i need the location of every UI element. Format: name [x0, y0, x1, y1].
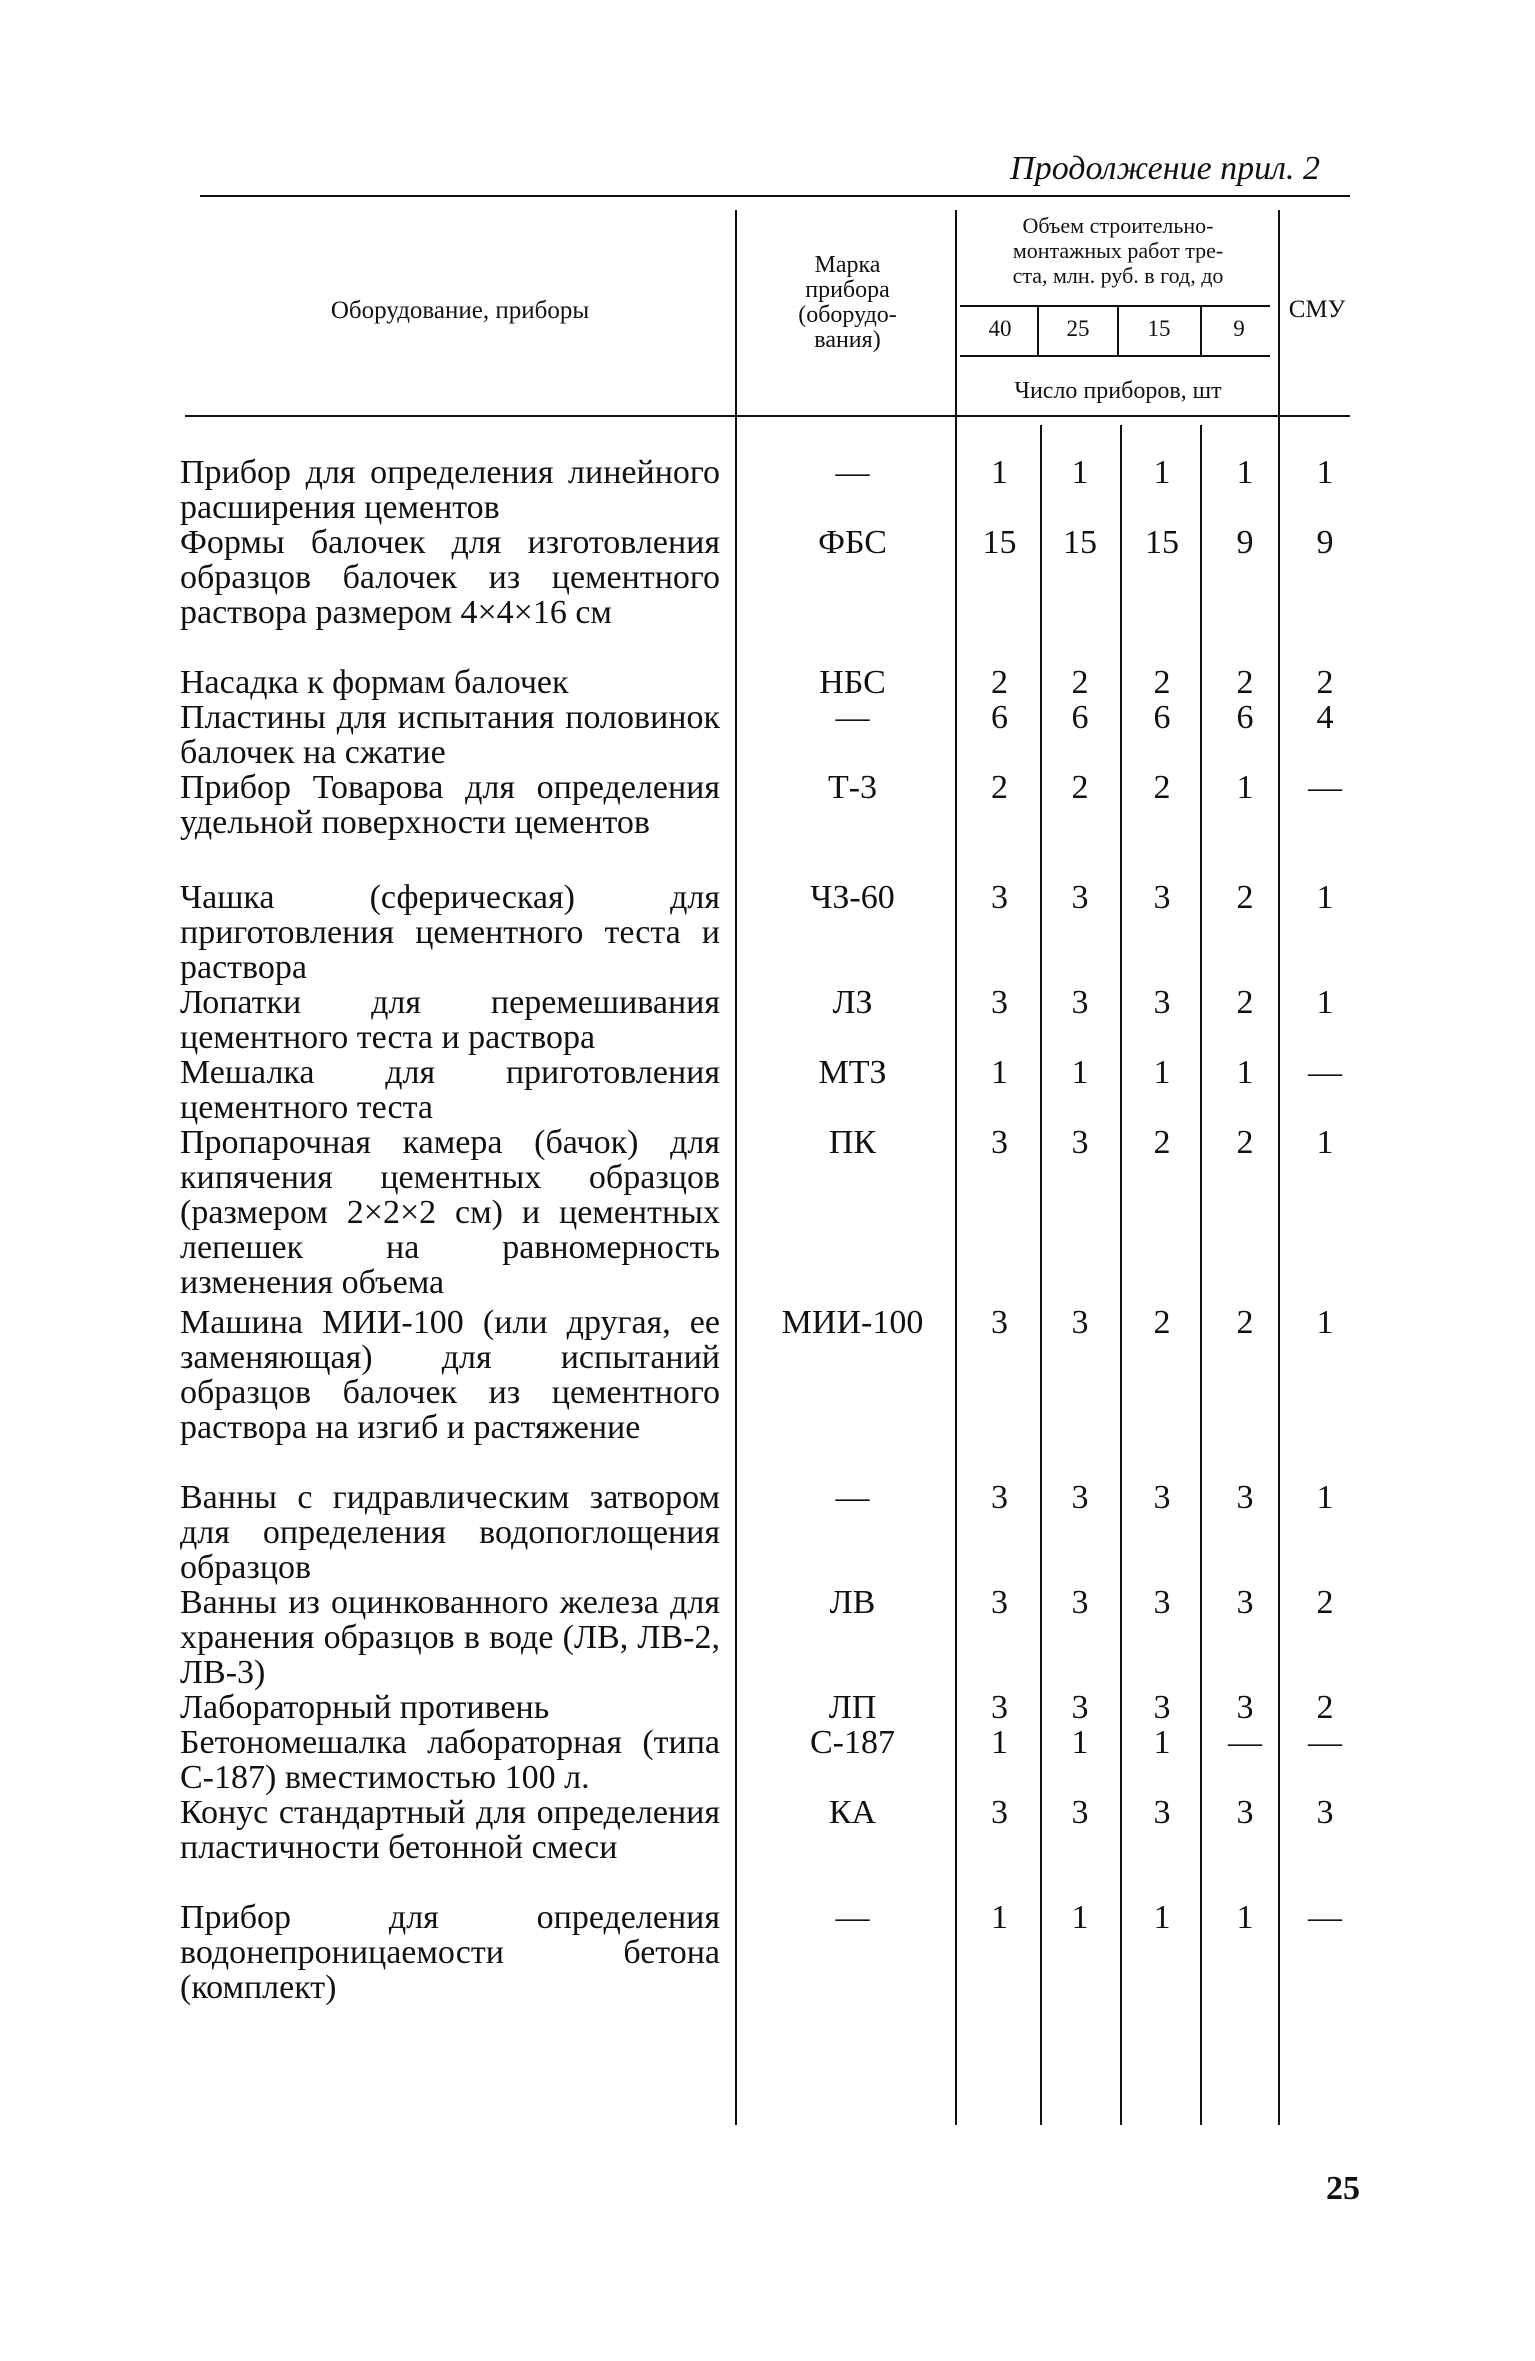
- row-value-40: 3: [991, 1794, 1008, 1831]
- row-value-smu: —: [1308, 1899, 1342, 1936]
- row-value-15: 3: [1153, 879, 1171, 916]
- row-description: Прибор для определения водонепроницаемости бетона (комплект): [180, 1899, 720, 2006]
- row-value-smu: —: [1308, 769, 1342, 806]
- row-mark: МТЗ: [818, 1054, 887, 1091]
- row-description: Машина МИИ-100 (или другая, ее заменяющая) для испытаний образцов балочек из цементного раствора на изгиб и растяжение: [180, 1304, 720, 1446]
- row-value-15: 2: [1153, 664, 1171, 701]
- count-sub-rule: [960, 355, 1270, 357]
- row-description: Ванны с гидравлическим затвором для определения водопоглощения образцов: [180, 1479, 720, 1586]
- row-value-15: 1: [1153, 1724, 1171, 1761]
- header-mark-line: прибора: [805, 277, 890, 303]
- row-value-9: 2: [1236, 664, 1254, 701]
- row-value-25: 1: [1071, 1054, 1089, 1091]
- row-description: Насадка к формам балочек: [180, 664, 569, 701]
- row-value-smu: 1: [1316, 1479, 1334, 1516]
- header-bottom-rule: [185, 415, 1350, 417]
- row-description: Прибор для определения линейного расширения цементов: [180, 454, 720, 526]
- row-mark: ПК: [828, 1124, 877, 1161]
- row-value-smu: 1: [1316, 984, 1334, 1021]
- row-value-9: 2: [1236, 1124, 1254, 1161]
- row-mark: —: [835, 1479, 870, 1516]
- row-value-smu: 9: [1316, 524, 1334, 561]
- header-volume-line: ста, млн. руб. в год, до: [1012, 263, 1224, 288]
- row-value-25: 3: [1071, 1584, 1089, 1621]
- row-mark: Т-3: [827, 769, 878, 806]
- row-value-25: 3: [1071, 984, 1089, 1021]
- row-description: Пропарочная камера (бачок) для кипячения цементных образцов (размером 2×2×2 см) и цементных лепешек на равномерность изменения объема: [180, 1124, 720, 1301]
- table-top-rule: [200, 195, 1350, 197]
- row-value-15: 3: [1153, 1794, 1171, 1831]
- header-vol-40: 40: [988, 316, 1012, 341]
- row-mark: ЛП: [828, 1689, 877, 1726]
- header-mark-line: Марка: [814, 252, 881, 278]
- row-value-9: 2: [1236, 984, 1254, 1021]
- col-divider-9: [1200, 305, 1202, 355]
- row-value-smu: 2: [1316, 664, 1334, 701]
- row-value-smu: —: [1308, 1054, 1342, 1091]
- row-value-9: 3: [1236, 1584, 1254, 1621]
- row-description: Прибор Товарова для определения удельной поверхности цементов: [180, 769, 720, 841]
- row-description: Мешалка для приготовления цементного теста: [180, 1054, 720, 1126]
- row-value-15: 1: [1153, 1899, 1171, 1936]
- row-description: Бетономешалка лабораторная (типа С-187) вместимостью 100 л.: [180, 1724, 720, 1796]
- row-value-40: 3: [991, 1584, 1008, 1621]
- row-value-40: 3: [991, 1124, 1008, 1161]
- row-value-25: 3: [1071, 1304, 1089, 1341]
- row-value-9: 6: [1236, 699, 1254, 736]
- row-value-smu: 1: [1316, 1304, 1334, 1341]
- col-divider-volume: [955, 210, 957, 2125]
- row-value-15: 3: [1153, 1479, 1171, 1516]
- row-description: Лабораторный противень: [180, 1689, 550, 1726]
- row-mark: —: [835, 454, 870, 491]
- row-value-9: 2: [1236, 879, 1254, 916]
- header-count: Число приборов, шт: [1014, 378, 1222, 404]
- header-vol-9: 9: [1233, 316, 1245, 341]
- col-divider-mark: [735, 210, 737, 2125]
- row-value-9: 1: [1236, 454, 1254, 491]
- header-mark-line: (оборудо-: [798, 302, 897, 328]
- row-value-25: 1: [1071, 1899, 1089, 1936]
- row-value-40: 2: [991, 769, 1008, 806]
- row-description: Лопатки для перемешивания цементного теста и раствора: [180, 984, 720, 1056]
- row-value-smu: 2: [1316, 1689, 1334, 1726]
- row-value-15: 15: [1145, 524, 1179, 561]
- row-value-smu: 4: [1316, 699, 1334, 736]
- row-value-15: 1: [1153, 1054, 1171, 1091]
- col-divider-25: [1037, 305, 1039, 355]
- header-vol-25: 25: [1066, 316, 1090, 341]
- row-value-15: 3: [1153, 984, 1171, 1021]
- header-mark-line: вания): [814, 327, 881, 353]
- row-value-15: 3: [1153, 1689, 1171, 1726]
- row-value-25: 3: [1071, 1794, 1089, 1831]
- row-value-40: 1: [991, 1054, 1008, 1091]
- row-value-25: 15: [1063, 524, 1097, 561]
- row-description: Формы балочек для изготовления образцов балочек из цементного раствора размером 4×4×16 см: [180, 524, 720, 631]
- row-mark: ФБС: [818, 524, 887, 561]
- row-value-25: 3: [1071, 1689, 1089, 1726]
- row-mark: МИИ-100: [781, 1304, 924, 1341]
- row-mark: С-187: [810, 1724, 895, 1761]
- row-value-smu: 2: [1316, 1584, 1334, 1621]
- row-value-40: 3: [991, 1689, 1008, 1726]
- row-value-15: 2: [1153, 769, 1171, 806]
- row-value-40: 1: [991, 1899, 1008, 1936]
- col-divider-smu: [1278, 210, 1280, 2125]
- row-value-15: 6: [1153, 699, 1171, 736]
- row-value-smu: 1: [1316, 1124, 1334, 1161]
- row-value-9: 9: [1236, 524, 1254, 561]
- row-value-40: 2: [991, 664, 1008, 701]
- row-mark: —: [835, 699, 870, 736]
- row-value-25: 3: [1071, 1124, 1089, 1161]
- row-description: Пластины для испытания половинок балочек на сжатие: [180, 699, 720, 771]
- row-value-smu: 1: [1316, 879, 1334, 916]
- row-value-15: 1: [1153, 454, 1171, 491]
- volume-sub-rule: [960, 305, 1270, 307]
- row-mark: ЛВ: [829, 1584, 876, 1621]
- col-divider-15: [1117, 305, 1119, 355]
- row-value-40: 3: [991, 1479, 1008, 1516]
- row-description: Конус стандартный для определения пластичности бетонной смеси: [180, 1794, 720, 1866]
- row-value-25: 2: [1071, 664, 1089, 701]
- row-mark: —: [835, 1899, 870, 1936]
- row-mark: ЛЗ: [832, 984, 873, 1021]
- row-value-smu: 3: [1316, 1794, 1334, 1831]
- row-value-40: 1: [991, 454, 1008, 491]
- header-vol-15: 15: [1147, 316, 1171, 341]
- row-value-9: 1: [1236, 1899, 1254, 1936]
- header-volume: [958, 213, 1278, 288]
- continuation-heading: Продолжение прил. 2: [1010, 150, 1320, 187]
- row-value-smu: —: [1308, 1724, 1342, 1761]
- row-value-40: 15: [982, 524, 1017, 561]
- row-value-40: 3: [991, 1304, 1008, 1341]
- header-mark: [745, 253, 950, 353]
- header-volume-line: монтажных работ тре-: [1012, 238, 1224, 263]
- row-value-15: 2: [1153, 1124, 1171, 1161]
- row-description: Чашка (сферическая) для приготовления цементного теста и раствора: [180, 879, 720, 986]
- row-value-9: 3: [1236, 1794, 1254, 1831]
- row-value-15: 3: [1153, 1584, 1171, 1621]
- header-equipment: Оборудование, приборы: [330, 297, 590, 324]
- row-value-25: 3: [1071, 1479, 1089, 1516]
- row-value-40: 3: [991, 879, 1008, 916]
- row-value-25: 6: [1071, 699, 1089, 736]
- row-value-9: 3: [1236, 1689, 1254, 1726]
- header-smu: СМУ: [1288, 296, 1346, 323]
- row-value-40: 6: [991, 699, 1008, 736]
- row-value-40: 3: [991, 984, 1008, 1021]
- row-mark: ЧЗ-60: [810, 879, 895, 916]
- row-mark: НБС: [819, 664, 886, 701]
- row-value-smu: 1: [1316, 454, 1334, 491]
- row-value-9: 3: [1236, 1479, 1254, 1516]
- row-description: Ванны из оцинкованного железа для хранения образцов в воде (ЛВ, ЛВ-2, ЛВ-3): [180, 1584, 720, 1691]
- page-number: 25: [1326, 2170, 1360, 2207]
- row-value-15: 2: [1153, 1304, 1171, 1341]
- row-value-9: 1: [1236, 1054, 1254, 1091]
- row-value-25: 3: [1071, 879, 1089, 916]
- row-mark: КА: [828, 1794, 877, 1831]
- row-value-9: 2: [1236, 1304, 1254, 1341]
- header-volume-line: Объем строительно-: [1022, 213, 1214, 238]
- row-value-25: 1: [1071, 1724, 1089, 1761]
- row-value-25: 2: [1071, 769, 1089, 806]
- row-value-9: 1: [1236, 769, 1254, 806]
- row-value-9: —: [1228, 1724, 1262, 1761]
- row-value-40: 1: [991, 1724, 1008, 1761]
- row-value-25: 1: [1071, 454, 1089, 491]
